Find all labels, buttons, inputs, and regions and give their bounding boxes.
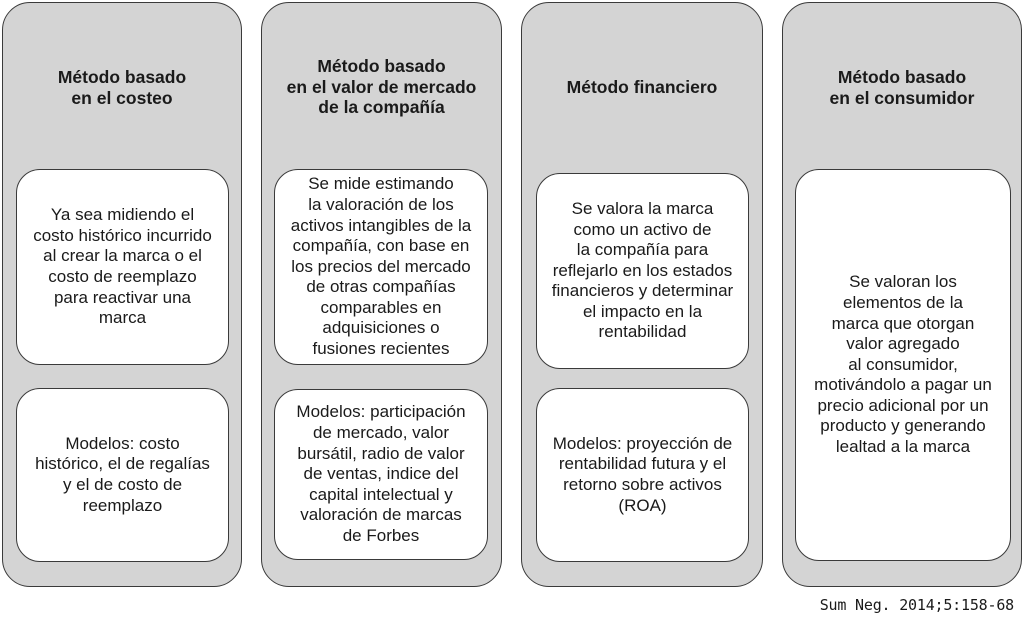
- method-column-mercado: [261, 2, 502, 587]
- method-description-mercado: Se mide estimando la valoración de los activos intangibles de la compañía, con base en los precios del mercado de otras compañías comparables en adquisiciones o fusiones recientes: [274, 169, 488, 365]
- method-column-financiero: [521, 2, 763, 587]
- method-description-financiero: Se valora la marca como un activo de la compañía para reflejarlo en los estados financieros y determinar el impacto en la rentabilidad: [536, 173, 749, 369]
- method-models-costeo: Modelos: costo histórico, el de regalías y el de costo de reemplazo: [16, 388, 229, 562]
- method-title-financiero: Método financiero: [566, 77, 718, 97]
- method-title-costeo: Método basado en el costeo: [57, 67, 187, 108]
- method-title-mercado: Método basado en el valor de mercado de la compañía: [286, 56, 477, 117]
- method-column-costeo: [2, 2, 242, 587]
- method-description-consumidor: Se valoran los elementos de la marca que otorgan valor agregado al consumidor, motivándolo a pagar un precio adicional por un producto y generando lealtad a la marca: [795, 169, 1011, 561]
- method-title-consumidor: Método basado en el consumidor: [829, 67, 975, 108]
- method-column-consumidor: [782, 2, 1022, 587]
- method-models-mercado: Modelos: participación de mercado, valor bursátil, radio de valor de ventas, indice del capital intelectual y valoración de marcas de Forbes: [274, 389, 488, 560]
- method-description-costeo: Ya sea midiendo el costo histórico incurrido al crear la marca o el costo de reemplazo para reactivar una marca: [16, 169, 229, 365]
- method-models-financiero: Modelos: proyección de rentabilidad futura y el retorno sobre activos (ROA): [536, 388, 749, 562]
- source-caption: Sum Neg. 2014;5:158-68: [819, 596, 1014, 614]
